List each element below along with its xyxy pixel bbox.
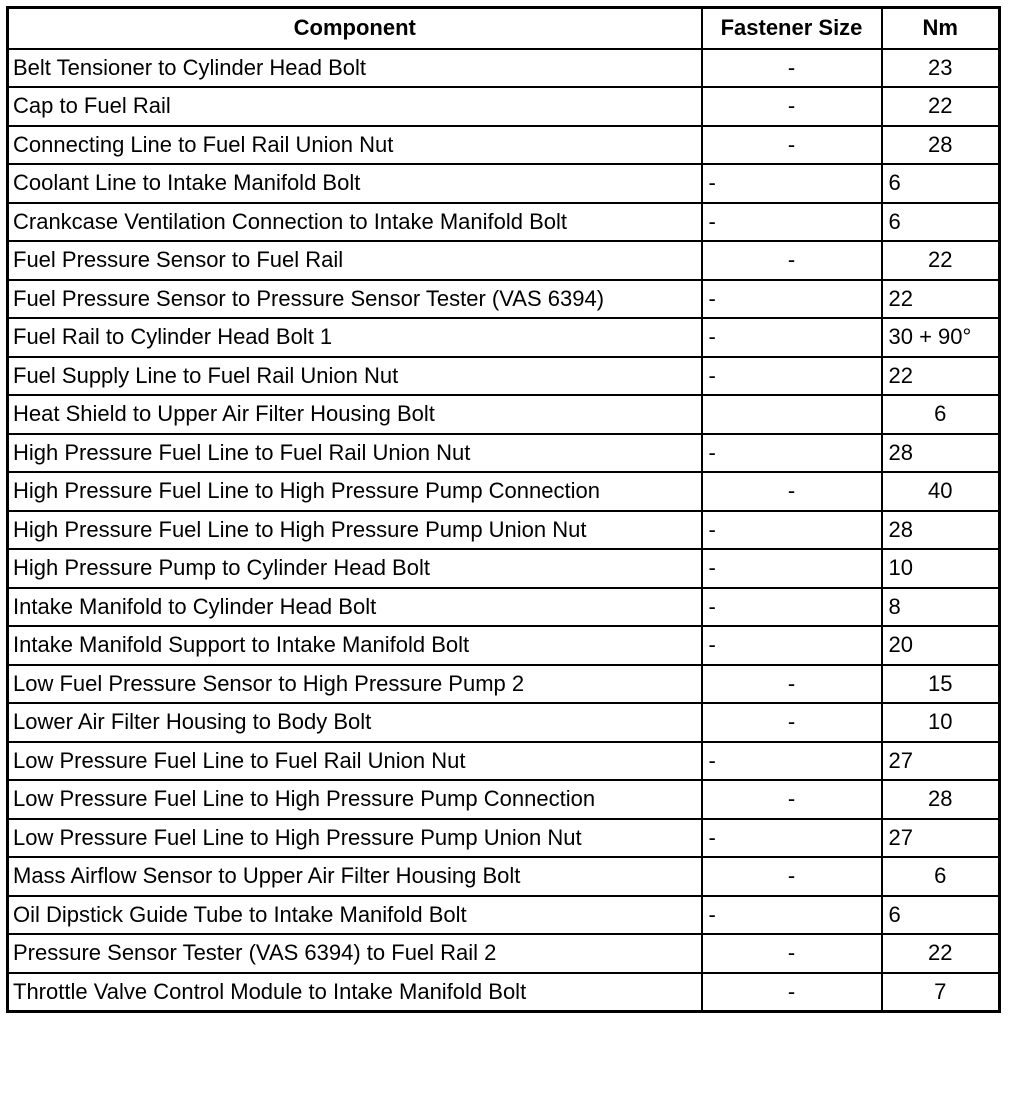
- table-row: [8, 549, 1000, 588]
- component-cell: High Pressure Fuel Line to Fuel Rail Union Nut: [8, 434, 702, 473]
- nm-cell: 8: [882, 588, 1000, 627]
- table-header: [8, 8, 1000, 49]
- fastener-size-cell: -: [702, 87, 882, 126]
- component-cell: Intake Manifold Support to Intake Manifold Bolt: [8, 626, 702, 665]
- nm-cell: 10: [882, 549, 1000, 588]
- component-cell: Crankcase Ventilation Connection to Intake Manifold Bolt: [8, 203, 702, 242]
- fastener-size-cell: -: [702, 857, 882, 896]
- fastener-size-cell: -: [702, 49, 882, 88]
- component-cell: High Pressure Fuel Line to High Pressure Pump Union Nut: [8, 511, 702, 550]
- component-cell: Oil Dipstick Guide Tube to Intake Manifold Bolt: [8, 896, 702, 935]
- component-cell: Intake Manifold to Cylinder Head Bolt: [8, 588, 702, 627]
- table-row: [8, 280, 1000, 319]
- component-cell: Mass Airflow Sensor to Upper Air Filter Housing Bolt: [8, 857, 702, 896]
- nm-cell: 22: [882, 934, 1000, 973]
- component-cell: Lower Air Filter Housing to Body Bolt: [8, 703, 702, 742]
- fastener-size-cell: -: [702, 703, 882, 742]
- fastener-size-cell: -: [702, 434, 882, 473]
- component-cell: Fuel Pressure Sensor to Fuel Rail: [8, 241, 702, 280]
- table-row: [8, 626, 1000, 665]
- component-cell: Fuel Supply Line to Fuel Rail Union Nut: [8, 357, 702, 396]
- component-cell: Low Fuel Pressure Sensor to High Pressure Pump 2: [8, 665, 702, 704]
- table-row: [8, 665, 1000, 704]
- nm-cell: 23: [882, 49, 1000, 88]
- table-row: [8, 203, 1000, 242]
- nm-cell: 27: [882, 742, 1000, 781]
- component-cell: Belt Tensioner to Cylinder Head Bolt: [8, 49, 702, 88]
- component-cell: Fuel Rail to Cylinder Head Bolt 1: [8, 318, 702, 357]
- fastener-size-cell: -: [702, 780, 882, 819]
- component-cell: Pressure Sensor Tester (VAS 6394) to Fuel Rail 2: [8, 934, 702, 973]
- fastener-size-cell: -: [702, 511, 882, 550]
- table-row: [8, 588, 1000, 627]
- nm-cell: 30 + 90°: [882, 318, 1000, 357]
- table-row: [8, 357, 1000, 396]
- nm-cell: 22: [882, 87, 1000, 126]
- fastener-size-cell: -: [702, 665, 882, 704]
- nm-cell: 22: [882, 280, 1000, 319]
- table-row: [8, 973, 1000, 1012]
- fastener-size-cell: -: [702, 626, 882, 665]
- nm-cell: 22: [882, 357, 1000, 396]
- component-cell: Low Pressure Fuel Line to High Pressure Pump Union Nut: [8, 819, 702, 858]
- nm-cell: 27: [882, 819, 1000, 858]
- component-cell: High Pressure Fuel Line to High Pressure Pump Connection: [8, 472, 702, 511]
- table-row: [8, 87, 1000, 126]
- table-row: [8, 164, 1000, 203]
- table-row: [8, 434, 1000, 473]
- fastener-size-cell: -: [702, 549, 882, 588]
- fastener-size-cell: -: [702, 934, 882, 973]
- table-row: [8, 857, 1000, 896]
- table-row: [8, 819, 1000, 858]
- fastener-size-cell: -: [702, 126, 882, 165]
- table-row: [8, 126, 1000, 165]
- fastener-size-cell: -: [702, 164, 882, 203]
- header-component: Component: [8, 8, 702, 49]
- nm-cell: 20: [882, 626, 1000, 665]
- fastener-size-cell: -: [702, 742, 882, 781]
- nm-cell: 15: [882, 665, 1000, 704]
- table-row: [8, 780, 1000, 819]
- table-row: [8, 241, 1000, 280]
- nm-cell: 6: [882, 395, 1000, 434]
- fastener-size-cell: -: [702, 973, 882, 1012]
- header-fastener-size: Fastener Size: [702, 8, 882, 49]
- nm-cell: 28: [882, 126, 1000, 165]
- table-body: [8, 49, 1000, 1012]
- nm-cell: 6: [882, 203, 1000, 242]
- fastener-size-cell: -: [702, 819, 882, 858]
- nm-cell: 6: [882, 164, 1000, 203]
- header-row: [8, 8, 1000, 49]
- nm-cell: 10: [882, 703, 1000, 742]
- nm-cell: 28: [882, 511, 1000, 550]
- fastener-size-cell: [702, 395, 882, 434]
- component-cell: Throttle Valve Control Module to Intake Manifold Bolt: [8, 973, 702, 1012]
- component-cell: Cap to Fuel Rail: [8, 87, 702, 126]
- nm-cell: 28: [882, 780, 1000, 819]
- fastener-size-cell: -: [702, 588, 882, 627]
- table-row: [8, 896, 1000, 935]
- fastener-size-cell: -: [702, 318, 882, 357]
- fastener-size-cell: -: [702, 280, 882, 319]
- fastener-size-cell: -: [702, 896, 882, 935]
- nm-cell: 22: [882, 241, 1000, 280]
- fastener-size-cell: -: [702, 241, 882, 280]
- table-row: [8, 511, 1000, 550]
- nm-cell: 28: [882, 434, 1000, 473]
- fastener-size-cell: -: [702, 472, 882, 511]
- nm-cell: 7: [882, 973, 1000, 1012]
- table-row: [8, 395, 1000, 434]
- component-cell: Connecting Line to Fuel Rail Union Nut: [8, 126, 702, 165]
- nm-cell: 40: [882, 472, 1000, 511]
- table-row: [8, 742, 1000, 781]
- component-cell: Fuel Pressure Sensor to Pressure Sensor Tester (VAS 6394): [8, 280, 702, 319]
- nm-cell: 6: [882, 857, 1000, 896]
- component-cell: Low Pressure Fuel Line to High Pressure Pump Connection: [8, 780, 702, 819]
- component-cell: Low Pressure Fuel Line to Fuel Rail Union Nut: [8, 742, 702, 781]
- component-cell: Heat Shield to Upper Air Filter Housing Bolt: [8, 395, 702, 434]
- table-row: [8, 703, 1000, 742]
- table-row: [8, 49, 1000, 88]
- header-nm: Nm: [882, 8, 1000, 49]
- table-row: [8, 318, 1000, 357]
- fastener-size-cell: -: [702, 357, 882, 396]
- component-cell: High Pressure Pump to Cylinder Head Bolt: [8, 549, 702, 588]
- nm-cell: 6: [882, 896, 1000, 935]
- torque-spec-table: [6, 6, 1001, 1013]
- fastener-size-cell: -: [702, 203, 882, 242]
- component-cell: Coolant Line to Intake Manifold Bolt: [8, 164, 702, 203]
- table-row: [8, 934, 1000, 973]
- table-row: [8, 472, 1000, 511]
